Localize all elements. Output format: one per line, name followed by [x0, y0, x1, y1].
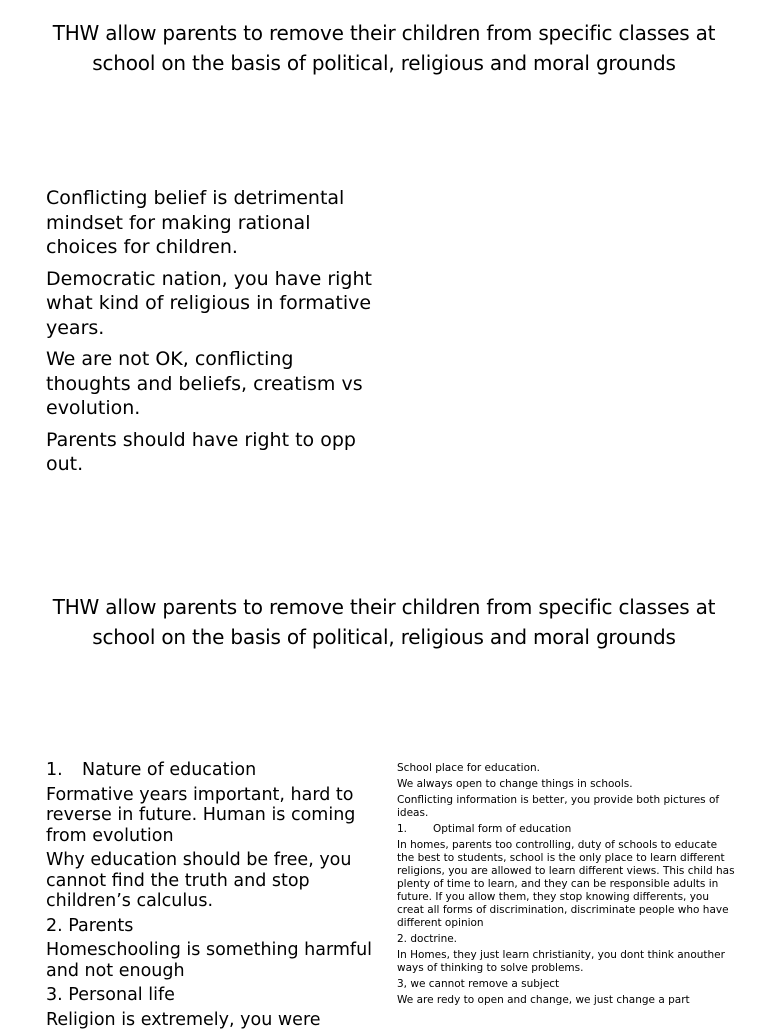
right-paragraph: 2. doctrine.	[397, 933, 458, 945]
optimal-form-heading	[397, 823, 737, 836]
right-paragraph: Conflicting information is better, you provide both pictures of ideas.	[397, 794, 720, 819]
right-paragraph: In Homes, they just learn christianity, you dont think anouther ways of thinking to solve problems.	[397, 949, 725, 974]
right-paragraph: School place for education.	[397, 762, 540, 774]
left-paragraph: Formative years important, hard to reverse in future. Human is coming from evolution	[46, 784, 356, 846]
slide2-right-column	[397, 762, 737, 1010]
slide2-left-column	[46, 760, 374, 1034]
slide1-point: Democratic nation, you have right what kind of religious in formative years.	[46, 267, 372, 339]
slide1-body	[46, 186, 376, 484]
slide1-point: We are not OK, conflicting thoughts and beliefs, creatism vs evolution.	[46, 348, 363, 419]
left-paragraph: Why education should be free, you cannot find the truth and stop children’s calculus.	[46, 850, 352, 911]
slide1-title: THW allow parents to remove their children from specific classes at school on the basis of political, religious and moral grounds	[52, 21, 716, 75]
slide1-point: Conflicting belief is detrimental mindset for making rational choices for children.	[46, 187, 345, 258]
right-paragraph: We always open to change things in schools.	[397, 778, 633, 790]
list-number: 1.	[46, 760, 63, 780]
right-paragraph: 3, we cannot remove a subject	[397, 978, 560, 990]
slide1-point: Parents should have right to opp out.	[46, 428, 356, 475]
list-number: 1.	[397, 823, 408, 835]
heading-text: Optimal form of education	[433, 823, 572, 835]
left-paragraph: 2. Parents	[46, 915, 134, 936]
left-paragraph: Homeschooling is something harmful and not enough	[46, 940, 373, 981]
slide2-title: THW allow parents to remove their children from specific classes at school on the basis of political, religious and moral grounds	[52, 595, 716, 649]
left-paragraph: 3. Personal life	[46, 985, 175, 1005]
left-paragraph: Religion is extremely, you were	[46, 1009, 321, 1030]
right-paragraph: In homes, parents too controlling, duty of schools to educate the best to students, school is the only place to learn different religions, you are allowed to learn different views. This child has plenty of time to learn, and they can be responsible adults in future. If you allow them, they stop knowing differents, you creat all forms of discrimination, discriminate people who have different opinion	[397, 839, 735, 929]
right-paragraph: We are redy to open and change, we just change a part	[397, 994, 690, 1006]
heading-text: Nature of education	[82, 760, 257, 780]
nature-of-education-heading	[46, 760, 374, 781]
